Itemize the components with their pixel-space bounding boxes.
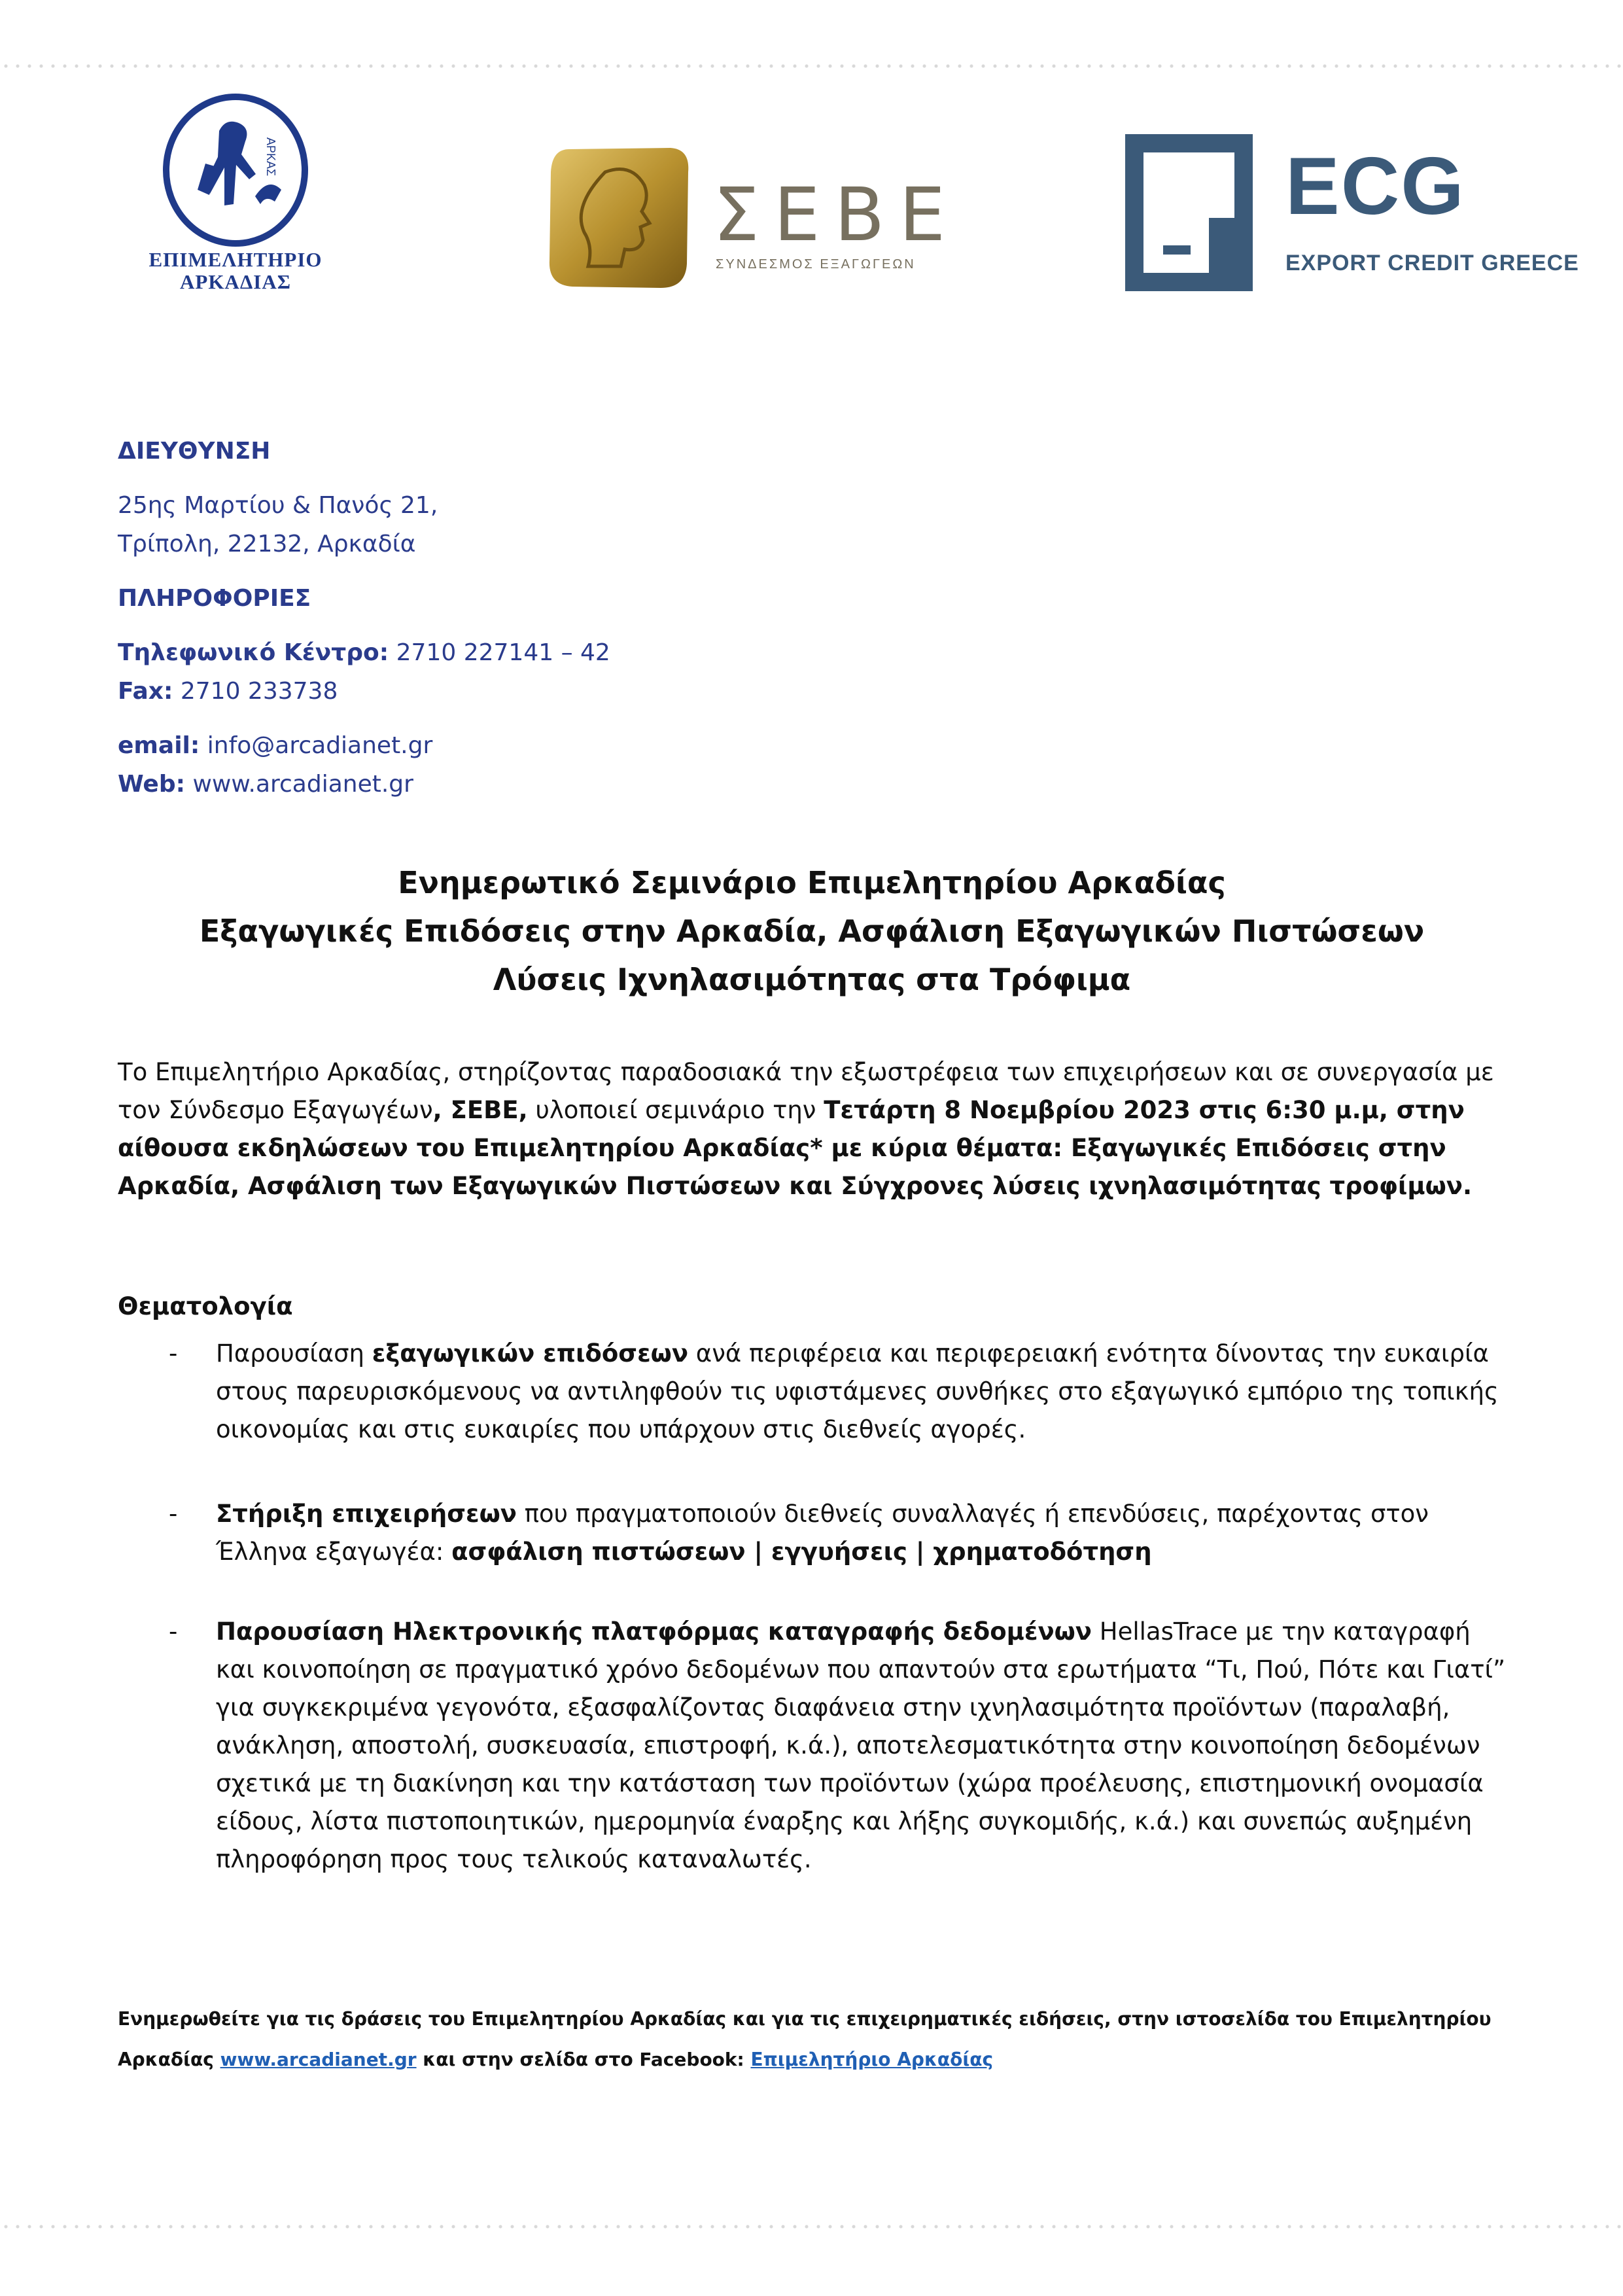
phone-line: [118, 633, 903, 672]
chamber-name-line1: ΕΠΙΜΕΛΗΤΗΡΙΟ: [148, 248, 323, 271]
topic-1-pre: Παρουσίαση: [216, 1339, 372, 1368]
fax-label: Fax:: [118, 678, 173, 705]
title-line-2: Εξαγωγικές Επιδόσεις στην Αρκαδία, Ασφάλιση Εξαγωγικών Πιστώσεων: [199, 913, 1425, 949]
contact-block: [118, 432, 903, 804]
topic-item-3: [118, 1613, 1506, 1927]
intro-bold-2: Τετάρτη 8 Νοεμβρίου 2023 στις 6:30 μ.μ, στην αίθουσα εκδηλώσεων του Επιμελητηρίου Αρκαδίας* με κύρια θέματα: Εξαγωγικές Επιδόσεις στην Αρκαδία, Ασφάλιση των Εξαγωγικών Πιστώσεων και Σύγχρονες λύσεις ιχνηλασιμότητας τροφίμων.: [118, 1096, 1472, 1200]
web-label: Web:: [118, 771, 186, 798]
bottom-decorative-border: [0, 2223, 1623, 2231]
email-label: email:: [118, 732, 200, 759]
topic-item-1: [118, 1335, 1506, 1453]
phone-label: Τηλεφωνικό Κέντρο:: [118, 639, 389, 666]
phone-value: 2710 227141 – 42: [396, 639, 610, 666]
topics-heading: Θεματολογία: [118, 1292, 293, 1320]
ecg-brand: ECG: [1285, 141, 1465, 232]
ecg-mark-icon: [1125, 134, 1253, 291]
ecg-logo: [1125, 134, 1583, 291]
chamber-logo: [147, 92, 324, 294]
web-value[interactable]: www.arcadianet.gr: [192, 771, 413, 798]
seve-tagline: ΣΥΝΔΕΣΜΟΣ ΕΞΑΓΩΓΕΩΝ: [716, 257, 916, 272]
email-value[interactable]: info@arcadianet.gr: [207, 732, 433, 759]
top-decorative-border: [0, 62, 1623, 70]
topic-3-bold: Παρουσίαση Ηλεκτρονικής πλατφόρμας καταγραφής δεδομένων: [216, 1617, 1092, 1646]
bullet-dash: -: [169, 1500, 178, 1528]
seve-coin-icon: [543, 143, 693, 293]
info-heading: ΠΛΗΡΟΦΟΡΙΕΣ: [118, 585, 311, 612]
footer-text-2: και στην σελίδα στο Facebook:: [416, 2049, 751, 2070]
title-line-3: Λύσεις Ιχνηλασιμότητας στα Τρόφιμα: [493, 962, 1131, 997]
address-line-2: Τρίπολη, 22132, Αρκαδία: [118, 531, 416, 557]
fax-line: [118, 672, 903, 711]
topic-2-bold-2: ασφάλιση πιστώσεων | εγγυήσεις | χρηματοδότηση: [451, 1538, 1152, 1566]
address-line-1: 25ης Μαρτίου & Πανός 21,: [118, 492, 438, 519]
footer-note: [118, 1999, 1506, 2080]
topic-1-bold: εξαγωγικών επιδόσεων: [372, 1339, 689, 1368]
intro-paragraph: [118, 1053, 1506, 1205]
chamber-name-line2: ΑΡΚΑΔΙΑΣ: [180, 270, 291, 293]
bullet-dash: -: [169, 1617, 178, 1646]
address-heading: ΔΙΕΥΘΥΝΣΗ: [118, 438, 271, 465]
fax-value: 2710 233738: [180, 678, 338, 705]
seve-brand: ΣΕΒΕ: [713, 173, 960, 258]
facebook-link[interactable]: Επιμελητήριο Αρκαδίας: [750, 2049, 994, 2070]
topic-3-post: HellasTrace με την καταγραφή και κοινοποίηση σε πραγματικό χρόνο δεδομένων που απαντούν στα ερωτήματα “Τι, Πού, Πότε και Γιατί” για συγκεκριμένα γεγονότα, εξασφαλίζοντας διαφάνεια στην ιχνηλασιμότητα προϊόντων (παραλαβή, ανάκληση, αποστολή, συσκευασία, επιστροφή, κ.ά.), αποτελεσματικότητα στην κοινοποίηση δεδομένων σχετικά με τη διακίνηση και την κατάσταση των προϊόντων (χώρα προέλευσης, επιστημονική ονομασία είδους, λίστα πιστοποιητικών, ημερομηνία έναρξης και λήξης συγκομιδής, κ.ά.) και συνεπώς αυξημένη πληροφόρηση προς τους τελικούς καταναλωτές.: [216, 1617, 1506, 1873]
topic-2-post: που πραγματοποιούν διεθνείς συναλλαγές ή επενδύσεις, παρέχοντας στον Έλληνα εξαγωγέα:: [216, 1500, 1429, 1566]
seminar-title: [118, 858, 1506, 1004]
email-line: [118, 726, 903, 765]
chamber-emblem-icon: [157, 92, 314, 249]
bullet-dash: -: [169, 1339, 178, 1368]
svg-text:ΑΡΚΑΣ: ΑΡΚΑΣ: [264, 137, 277, 177]
intro-part-1: Το Επιμελητήριο Αρκαδίας, στηρίζοντας παραδοσιακά την εξωστρέφεια των επιχειρήσεων και σε συνεργασία με τον Σύνδεσμο Εξαγωγέων: [118, 1058, 1494, 1124]
topic-2-bold: Στήριξη επιχειρήσεων: [216, 1500, 517, 1528]
web-line: [118, 765, 903, 804]
ecg-tagline: EXPORT CREDIT GREECE: [1285, 251, 1579, 275]
topic-item-2: [118, 1495, 1506, 1574]
title-line-1: Ενημερωτικό Σεμινάριο Επιμελητηρίου Αρκαδίας: [398, 865, 1226, 900]
website-link[interactable]: www.arcadianet.gr: [220, 2049, 417, 2070]
footer-text-1: Ενημερωθείτε για τις δράσεις του Επιμελητηρίου Αρκαδίας και για τις επιχειρηματικές ειδήσεις, στην ιστοσελίδα του Επιμελητηρίου Αρκαδίας: [118, 2008, 1492, 2070]
seve-logo: [543, 143, 960, 293]
intro-bold-1: , ΣΕΒΕ,: [432, 1096, 528, 1124]
topic-1-post: ανά περιφέρεια και περιφερειακή ενότητα δίνοντας την ευκαιρία στους παρευρισκόμενους να αντιληφθούν τις υφιστάμενες συνθήκες στο εξαγωγικό εμπόριο της τοπικής οικονομίας και στις ευκαιρίες που υπάρχουν στις διεθνείς αγορές.: [216, 1339, 1499, 1443]
intro-part-2: υλοποιεί σεμινάριο την: [527, 1096, 824, 1124]
